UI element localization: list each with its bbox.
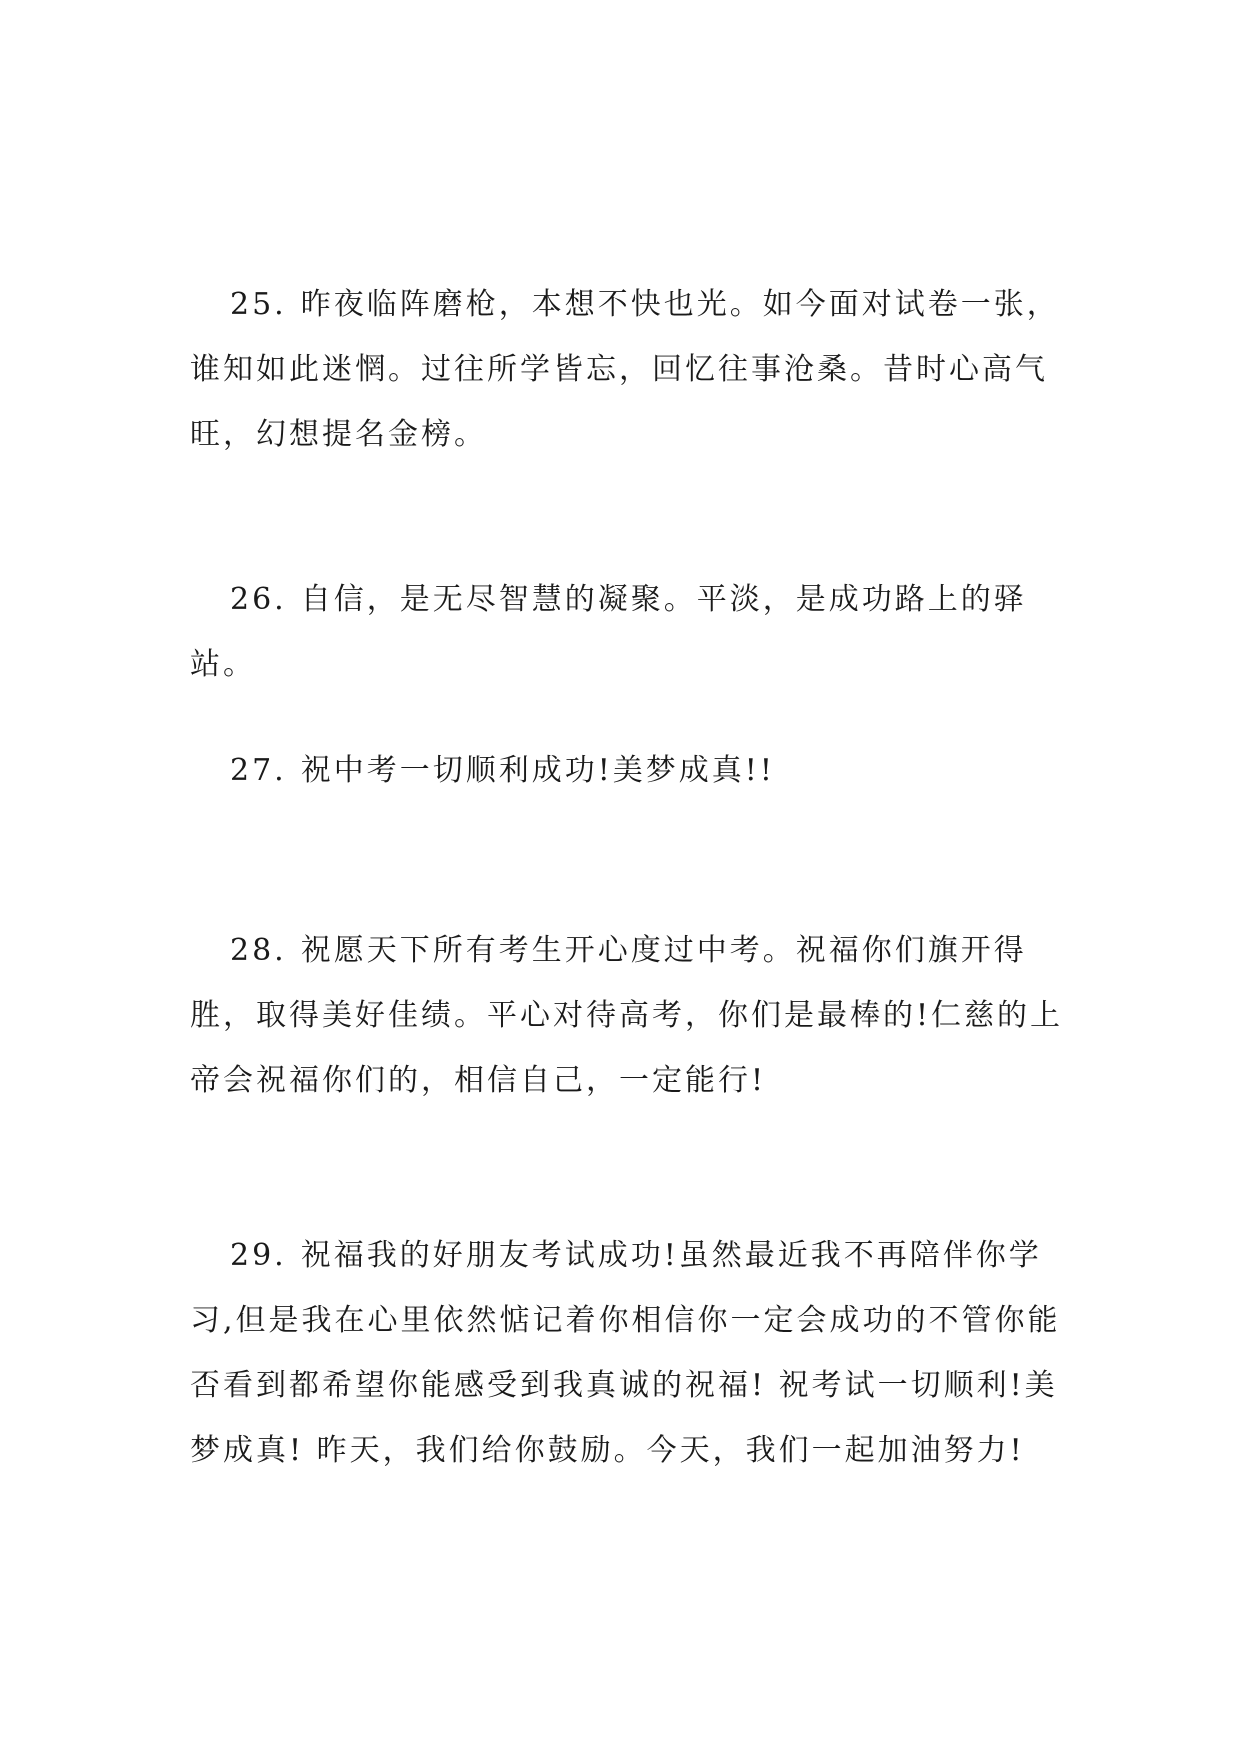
paragraph-26: [190, 567, 1070, 697]
paragraph-28: [190, 918, 1070, 1113]
paragraph-number: 26.: [230, 582, 287, 617]
paragraph-text: 祝福我的好朋友考试成功!虽然最近我不再陪伴你学习,但是我在心里依然惦记着你相信你一定会成功的不管你能否看到都希望你能感受到我真诚的祝福! 祝考试一切顺利!美梦成真! 昨天，我们给你鼓励。今天，我们一起加油努力!: [190, 1238, 1061, 1468]
paragraph-number: 29.: [230, 1238, 287, 1273]
paragraph-number: 27.: [230, 753, 287, 788]
paragraph-25: [190, 272, 1070, 467]
paragraph-number: 25.: [230, 287, 287, 322]
paragraph-number: 28.: [230, 933, 287, 968]
paragraph-text: 祝愿天下所有考生开心度过中考。祝福你们旗开得胜，取得美好佳绩。平心对待高考，你们是最棒的!仁慈的上帝会祝福你们的，相信自己，一定能行!: [190, 933, 1064, 1098]
paragraph-text: 祝中考一切顺利成功!美梦成真!!: [300, 753, 775, 788]
paragraph-text: 自信，是无尽智慧的凝聚。平淡，是成功路上的驿站。: [190, 582, 1027, 682]
paragraph-text: 昨夜临阵磨枪，本想不快也光。如今面对试卷一张，谁知如此迷惘。过往所学皆忘，回忆往事沧桑。昔时心高气旺，幻想提名金榜。: [190, 287, 1060, 452]
paragraph-29: [190, 1223, 1070, 1483]
paragraph-27: [190, 738, 1070, 803]
